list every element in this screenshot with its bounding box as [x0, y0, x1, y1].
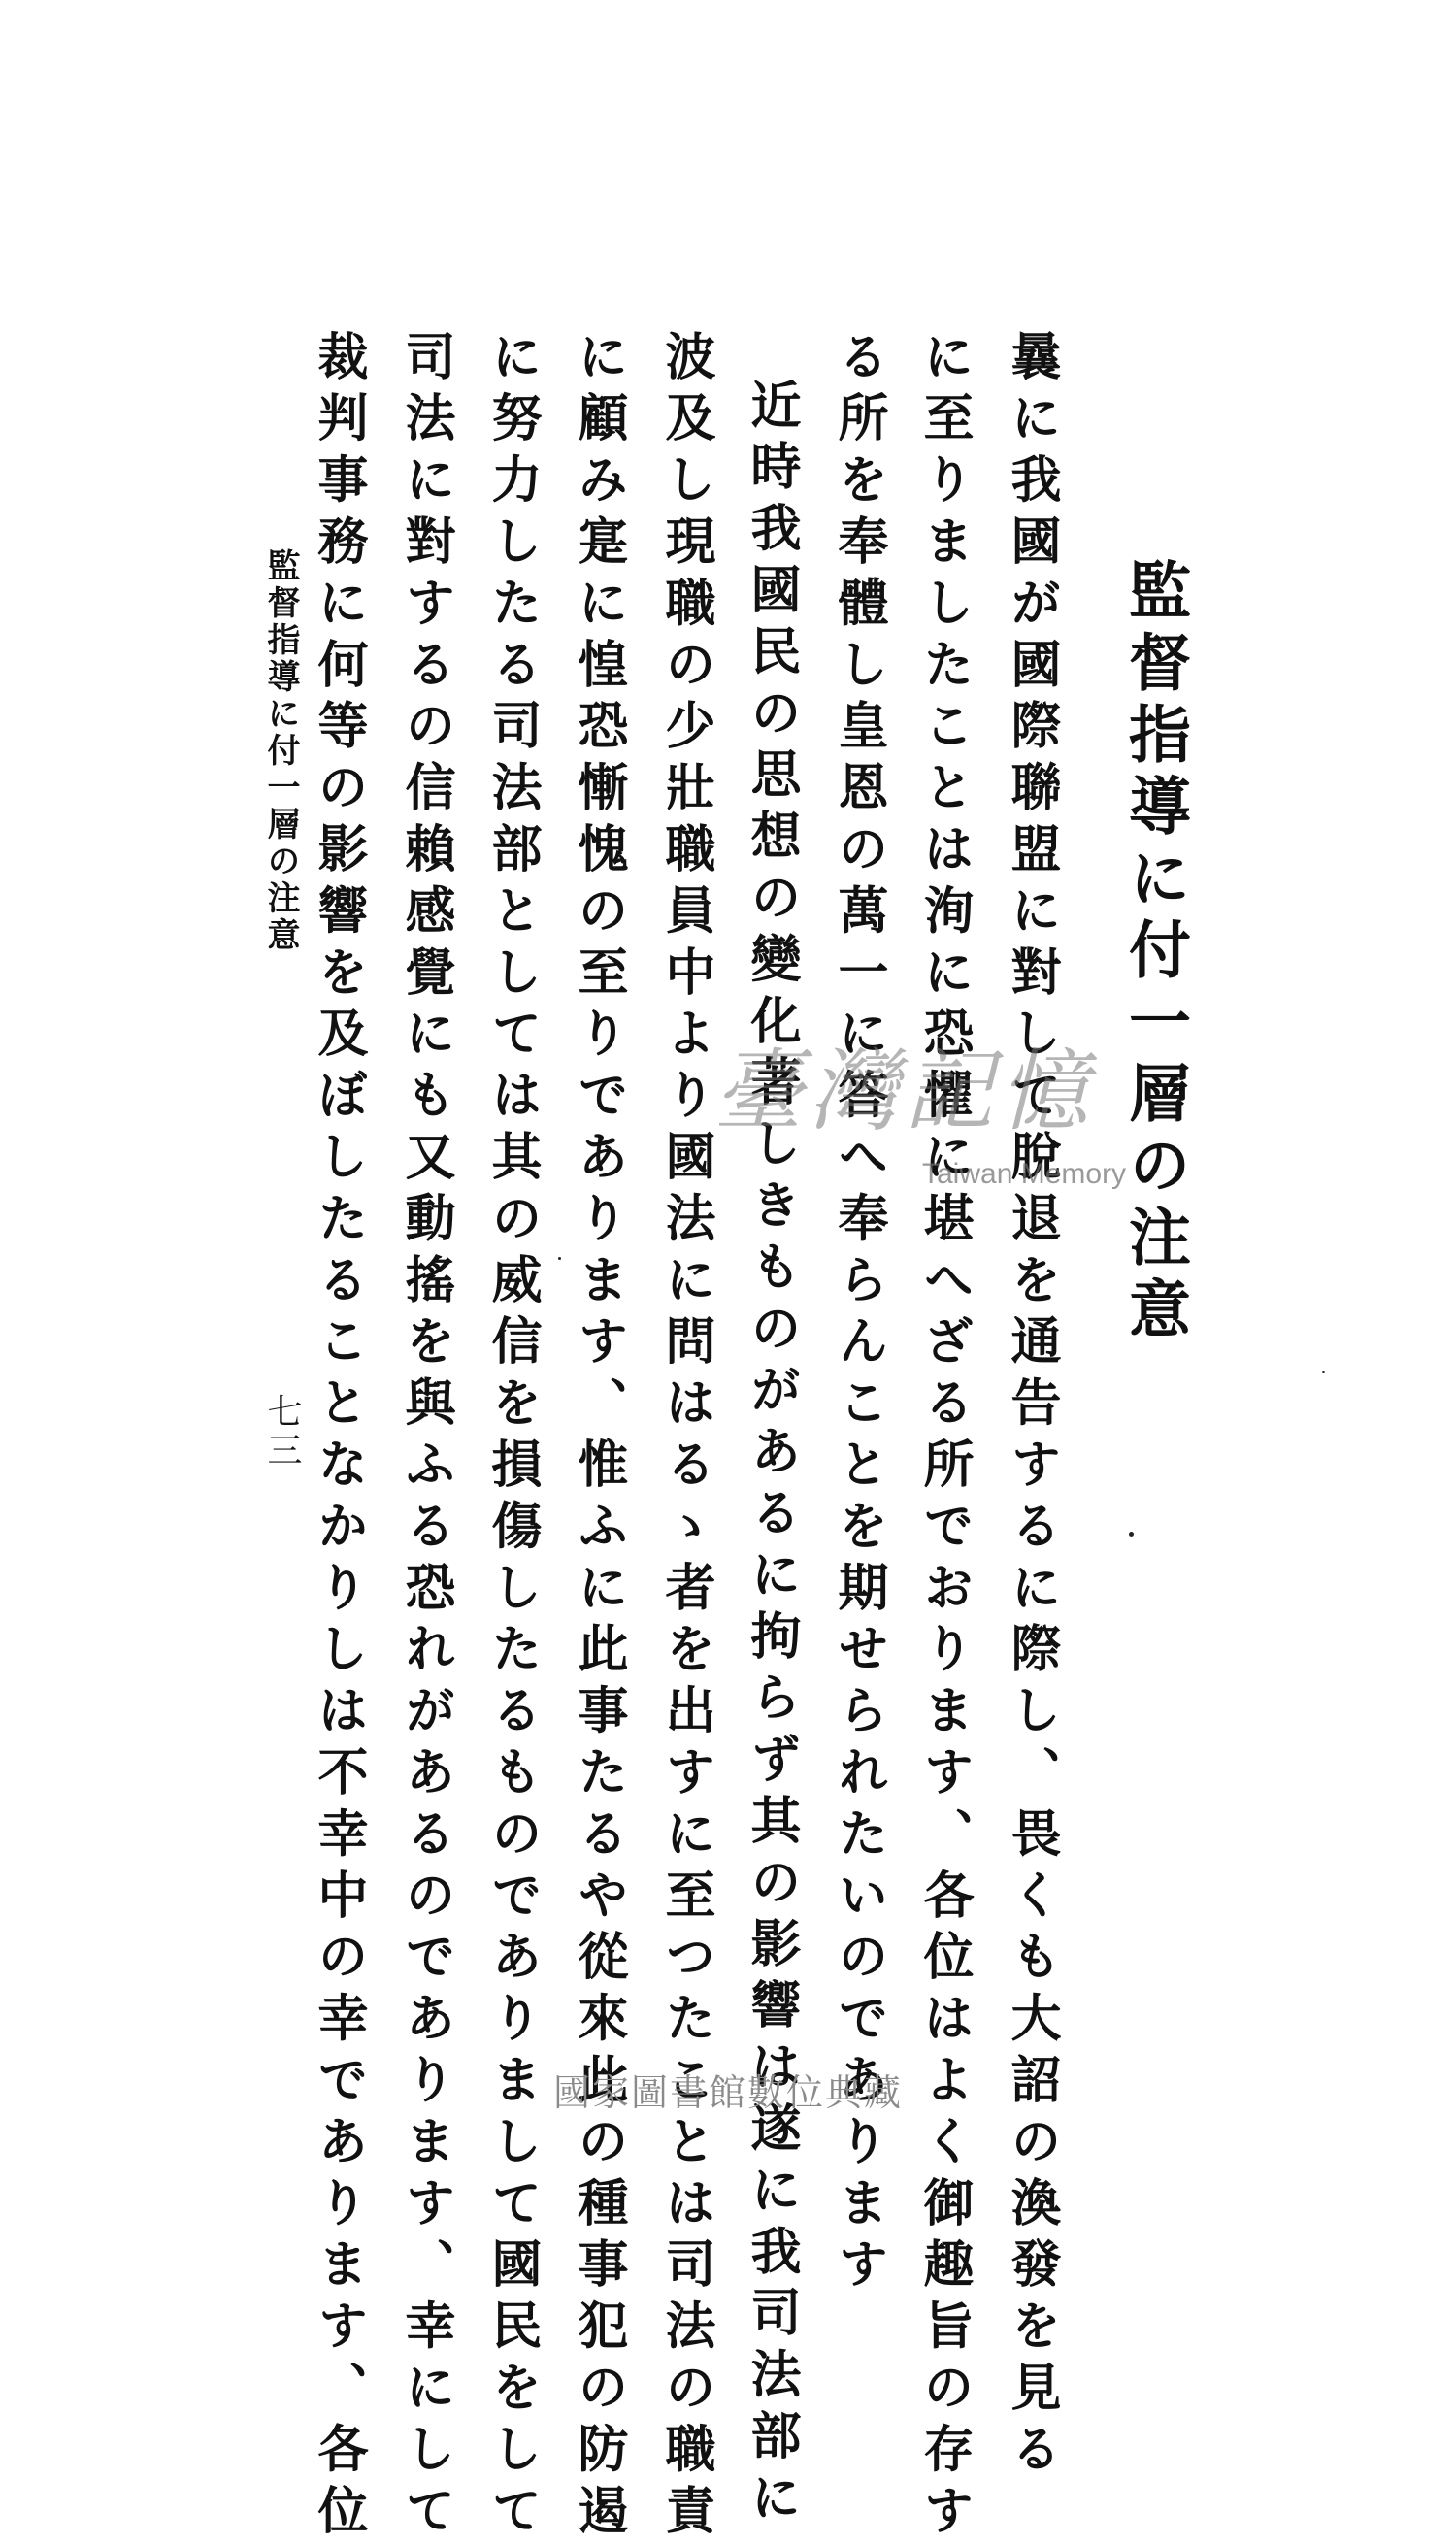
body-line-8: 司法に對するの信賴感覺にも又動搖を與ふる恐れがあるのであります、幸にして: [396, 330, 455, 2545]
body-line-3: る所を奉體し皇恩の萬一に答へ奉らんことを期せられたいのであります: [829, 330, 888, 2299]
scan-speck: [1129, 1532, 1134, 1537]
scan-speck: [558, 1257, 561, 1260]
body-line-2: に至りましたことは洵に恐懼に堪へざる所でおります、各位はよく御趣旨の存す: [914, 330, 974, 2545]
body-line-9: 裁判事務に何等の影響を及ぼしたることなかりしは不幸中の幸であります、各位: [309, 330, 368, 2545]
footer-credit: 國家圖書館數位典藏: [552, 2071, 903, 2114]
body-line-5: 波及し現職の少壯職員中より國法に問はるゝ者を出すに至つたことは司法の職責: [656, 330, 715, 2545]
scan-speck: [1322, 1371, 1325, 1373]
page-number: 七三: [262, 1393, 302, 1471]
body-line-1: 曩に我國が國際聯盟に對して脫退を通告するに際し、畏くも大詔の渙發を見る: [1002, 330, 1061, 2484]
body-line-7: に努力したる司法部としては其の威信を損傷したるものでありまして國民をして: [482, 330, 542, 2545]
running-head: 監督指導に付一層の注意: [261, 548, 300, 954]
body-line-4: 近時我國民の思想の變化著しきものがあるに拘らず其の影響は遂に我司法部に: [742, 379, 801, 2532]
body-line-6: に顧み寔に惶恐慚愧の至りであります、惟ふに此事たるや從來此の種事犯の防遏: [569, 330, 628, 2545]
page-title: 監督指導に付一層の注意: [1118, 558, 1191, 1348]
watermark-english: Taiwan Memory: [922, 1158, 1127, 1190]
watermark-chinese: 臺灣記憶: [713, 1040, 1095, 1143]
